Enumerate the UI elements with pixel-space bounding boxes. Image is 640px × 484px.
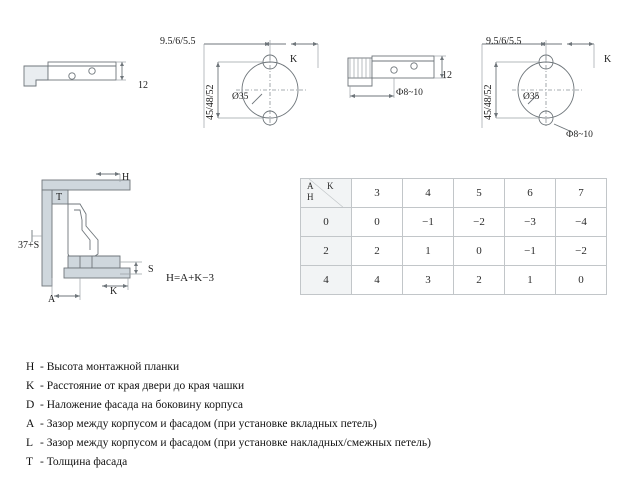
table-cell: −4 (556, 208, 607, 237)
table-corner-h: H (307, 192, 314, 202)
table-cell: 1 (505, 266, 556, 295)
legend-symbol: D (26, 399, 35, 411)
hinge-side-view-svg (22, 52, 132, 98)
dim-label-vertical-right: 45/48/52 (483, 84, 494, 120)
dim-label-k-right: K (604, 54, 612, 65)
legend-list (26, 358, 586, 472)
legend-text: - Зазор между корпусом и фасадом (при установке вкладных петель) (40, 418, 377, 430)
section-label-h: H (122, 172, 130, 183)
legend-item (26, 434, 586, 453)
cup-front-view-left-svg (196, 28, 336, 148)
legend-text: - Расстояние от края двери до края чашки (40, 380, 245, 392)
dim-label-cup-diameter-left: Ø35 (232, 92, 249, 102)
table-cell: −3 (505, 208, 556, 237)
table-cell: −1 (403, 208, 454, 237)
table-row (301, 266, 607, 295)
drawing-cup-front-view-left (196, 28, 336, 148)
legend-text: - Толщина фасада (40, 456, 128, 468)
legend-item (26, 358, 586, 377)
table-header-row (301, 179, 607, 208)
dim-label-vertical-left: 45/48/52 (205, 84, 216, 120)
legend-symbol: H (26, 361, 35, 373)
table-col-head: 5 (454, 179, 505, 208)
table-col-head: 6 (505, 179, 556, 208)
table-col-head: 7 (556, 179, 607, 208)
legend-symbol: A (26, 418, 35, 430)
table-cell: −1 (505, 237, 556, 266)
section-label-a: A (48, 294, 56, 305)
table-cell: 0 (352, 208, 403, 237)
table-cell: −2 (454, 208, 505, 237)
dim-label-hole-edge-left: 9.5/6/5.5 (160, 36, 196, 47)
dim-label-cup-diameter-right: Ø35 (523, 92, 540, 102)
drawing-section-view (24, 170, 214, 310)
table-col-head: 3 (352, 179, 403, 208)
legend-text: - Зазор между корпусом и фасадом (при установке накладных/смежных петель) (40, 437, 431, 449)
table-row-head: 4 (301, 266, 352, 295)
section-label-s: S (148, 264, 154, 275)
section-view-svg (24, 170, 214, 310)
table-cell: 0 (454, 237, 505, 266)
table-cell: 1 (403, 237, 454, 266)
table-col-head: 4 (403, 179, 454, 208)
table-row (301, 237, 607, 266)
table-cell: 3 (403, 266, 454, 295)
table-cell: −2 (556, 237, 607, 266)
dimension-table (300, 178, 607, 295)
dim-label-depth-right: 12 (442, 70, 452, 81)
table-corner-a: A (307, 181, 314, 191)
section-label-t: T (56, 192, 63, 203)
table-corner-cell (301, 179, 352, 208)
legend-item (26, 396, 586, 415)
table-cell: 0 (556, 266, 607, 295)
legend-symbol: K (26, 380, 35, 392)
dim-label-screw-right: Ф8~10 (396, 88, 423, 98)
legend-item (26, 415, 586, 434)
dimension-table-element (300, 178, 607, 295)
drawing-hinge-side-view-left (22, 52, 132, 98)
table-row (301, 208, 607, 237)
legend-text: - Высота монтажной планки (40, 361, 180, 373)
dim-label-screw-right-2: Ф8~10 (566, 130, 593, 140)
table-row-head: 0 (301, 208, 352, 237)
legend-symbol: L (26, 437, 34, 449)
dim-label-depth-left: 12 (138, 80, 148, 91)
dim-label-k-left: K (290, 54, 298, 65)
dim-label-hole-edge-right: 9.5/6/5.5 (486, 36, 522, 47)
legend-item (26, 377, 586, 396)
section-formula: H=A+K−3 (166, 272, 214, 284)
table-row-head: 2 (301, 237, 352, 266)
table-cell: 2 (454, 266, 505, 295)
legend-item (26, 453, 586, 472)
legend-symbol: T (26, 456, 34, 468)
table-corner-k: K (327, 181, 334, 191)
section-label-k: K (110, 286, 118, 297)
legend-text: - Наложение фасада на боковину корпуса (40, 399, 243, 411)
table-cell: 4 (352, 266, 403, 295)
section-label-offset: 37+S (18, 240, 40, 251)
table-cell: 2 (352, 237, 403, 266)
